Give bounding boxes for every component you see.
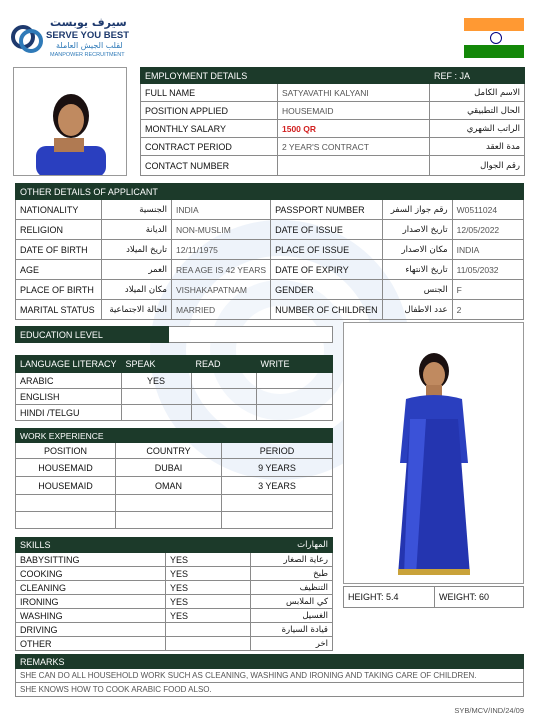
work-col-country: COUNTRY bbox=[116, 443, 222, 459]
ar-place-of-birth: مكان الميلاد bbox=[102, 280, 172, 300]
skill-other-value bbox=[166, 637, 251, 651]
skill-cooking: COOKING bbox=[16, 567, 166, 581]
ar-date-of-issue: تاريخ الاصدار bbox=[382, 220, 452, 240]
label-contact-number: CONTACT NUMBER bbox=[141, 156, 278, 176]
label-passport-number: PASSPORT NUMBER bbox=[271, 200, 383, 220]
work-row-4-period bbox=[222, 512, 333, 529]
education-header: EDUCATION LEVEL bbox=[16, 327, 169, 343]
value-contract-period: 2 YEAR'S CONTRACT bbox=[278, 138, 430, 156]
lang-english: ENGLISH bbox=[16, 389, 122, 405]
employment-header: EMPLOYMENT DETAILS bbox=[141, 68, 430, 84]
logo-mark-icon bbox=[10, 21, 44, 57]
ar-nationality: الجنسية bbox=[102, 200, 172, 220]
applicant-photo-small bbox=[13, 67, 127, 176]
skill-babysitting: BABYSITTING bbox=[16, 553, 166, 567]
company-logo bbox=[10, 16, 145, 61]
value-religion: NON-MUSLIM bbox=[172, 220, 271, 240]
other-details-table bbox=[15, 183, 524, 320]
skill-other-ar: اخر bbox=[251, 637, 333, 651]
skill-cooking-value: YES bbox=[166, 567, 251, 581]
lang-english-write bbox=[256, 389, 332, 405]
lang-col-speak: SPEAK bbox=[121, 356, 191, 373]
skill-cleaning: CLEANING bbox=[16, 581, 166, 595]
lang-hindi-read bbox=[191, 405, 256, 421]
skill-washing-ar: الغسيل bbox=[251, 609, 333, 623]
ar-position-applied: الحال التطبيقي bbox=[430, 102, 525, 120]
work-col-period: PERIOD bbox=[222, 443, 333, 459]
ar-place-of-issue: مكان الاصدار bbox=[382, 240, 452, 260]
work-row-4-country bbox=[116, 512, 222, 529]
value-position-applied: HOUSEMAID bbox=[278, 102, 430, 120]
lang-hindi-telugu: HINDI /TELGU bbox=[16, 405, 122, 421]
skills-table bbox=[15, 537, 333, 651]
work-row-2-position: HOUSEMAID bbox=[16, 477, 116, 495]
value-marital-status: MARRIED bbox=[172, 300, 271, 320]
label-full-name: FULL NAME bbox=[141, 84, 278, 102]
value-age: REA AGE IS 42 YEARS bbox=[172, 260, 271, 280]
label-marital-status: MARITAL STATUS bbox=[16, 300, 102, 320]
label-nationality: NATIONALITY bbox=[16, 200, 102, 220]
lang-hindi-write bbox=[256, 405, 332, 421]
remarks-line-2: SHE KNOWS HOW TO COOK ARABIC FOOD ALSO. bbox=[16, 683, 524, 697]
logo-name: SERVE YOU BEST bbox=[46, 30, 130, 41]
ar-gender: الجنس bbox=[382, 280, 452, 300]
work-row-2-period: 3 YEARS bbox=[222, 477, 333, 495]
label-gender: GENDER bbox=[271, 280, 383, 300]
skill-ironing: IRONING bbox=[16, 595, 166, 609]
lang-english-speak bbox=[121, 389, 191, 405]
label-date-of-expiry: DATE OF EXPIRY bbox=[271, 260, 383, 280]
value-place-of-issue: INDIA bbox=[452, 240, 523, 260]
work-experience-header: WORK EXPERIENCE bbox=[16, 429, 333, 443]
work-experience-table bbox=[15, 428, 333, 529]
value-date-of-expiry: 11/05/2032 bbox=[452, 260, 523, 280]
label-contract-period: CONTRACT PERIOD bbox=[141, 138, 278, 156]
language-table bbox=[15, 355, 333, 421]
footer-code: SYB/MCV/IND/24/09 bbox=[454, 706, 524, 715]
ar-contract-period: مدة العقد bbox=[430, 138, 525, 156]
height-value: HEIGHT: 5.4 bbox=[344, 587, 435, 608]
employment-details-table bbox=[140, 67, 525, 176]
ar-date-of-birth: تاريخ الميلاد bbox=[102, 240, 172, 260]
ar-age: العمر bbox=[102, 260, 172, 280]
label-monthly-salary: MONTHLY SALARY bbox=[141, 120, 278, 138]
remarks-table bbox=[15, 654, 524, 697]
ar-marital-status: الحالة الاجتماعية bbox=[102, 300, 172, 320]
measurements-table bbox=[343, 586, 524, 608]
value-full-name: SATYAVATHI KALYANI bbox=[278, 84, 430, 102]
ar-religion: الديانة bbox=[102, 220, 172, 240]
value-place-of-birth: VISHAKAPATNAM bbox=[172, 280, 271, 300]
label-number-of-children: NUMBER OF CHILDREN bbox=[271, 300, 383, 320]
lang-hindi-speak bbox=[121, 405, 191, 421]
ar-contact-number: رقم الجوال bbox=[430, 156, 525, 176]
ref-label: REF : JA bbox=[430, 68, 525, 84]
skill-cleaning-value: YES bbox=[166, 581, 251, 595]
ashoka-chakra-icon bbox=[490, 32, 502, 44]
skill-driving: DRIVING bbox=[16, 623, 166, 637]
label-place-of-birth: PLACE OF BIRTH bbox=[16, 280, 102, 300]
work-col-position: POSITION bbox=[16, 443, 116, 459]
skill-babysitting-value: YES bbox=[166, 553, 251, 567]
value-nationality: INDIA bbox=[172, 200, 271, 220]
skill-cooking-ar: طبخ bbox=[251, 567, 333, 581]
lang-col-write: WRITE bbox=[256, 356, 332, 373]
work-row-4-position bbox=[16, 512, 116, 529]
value-date-of-birth: 12/11/1975 bbox=[172, 240, 271, 260]
work-row-3-period bbox=[222, 495, 333, 512]
value-date-of-issue: 12/05/2022 bbox=[452, 220, 523, 240]
work-row-2-country: OMAN bbox=[116, 477, 222, 495]
value-monthly-salary: 1500 QR bbox=[278, 120, 430, 138]
ar-monthly-salary: الراتب الشهري bbox=[430, 120, 525, 138]
lang-arabic-speak: YES bbox=[121, 373, 191, 389]
label-date-of-birth: DATE OF BIRTH bbox=[16, 240, 102, 260]
label-place-of-issue: PLACE OF ISSUE bbox=[271, 240, 383, 260]
ar-full-name: الاسم الكامل bbox=[430, 84, 525, 102]
other-details-header: OTHER DETAILS OF APPLICANT bbox=[16, 184, 271, 200]
value-contact-number bbox=[278, 156, 430, 176]
work-row-1-period: 9 YEARS bbox=[222, 459, 333, 477]
work-row-3-position bbox=[16, 495, 116, 512]
skill-cleaning-ar: التنظيف bbox=[251, 581, 333, 595]
logo-arabic: سيرف يوبست bbox=[50, 16, 127, 29]
value-number-of-children: 2 bbox=[452, 300, 523, 320]
remarks-line-1: SHE CAN DO ALL HOUSEHOLD WORK SUCH AS CLEANING, WASHING AND IRONING AND TAKING CARE OF CHILDREN. bbox=[16, 669, 524, 683]
logo-arabic-sub: لقلب الجيش العاملة bbox=[56, 41, 123, 50]
applicant-photo-full bbox=[343, 322, 524, 584]
skill-washing-value: YES bbox=[166, 609, 251, 623]
logo-subtitle: MANPOWER RECRUITMENT bbox=[50, 52, 125, 58]
skill-washing: WASHING bbox=[16, 609, 166, 623]
weight-value: WEIGHT: 60 bbox=[435, 587, 524, 608]
skill-babysitting-ar: رعاية الصغار bbox=[251, 553, 333, 567]
label-age: AGE bbox=[16, 260, 102, 280]
ar-date-of-expiry: تاريخ الانتهاء bbox=[382, 260, 452, 280]
lang-arabic-read bbox=[191, 373, 256, 389]
value-gender: F bbox=[452, 280, 523, 300]
india-flag bbox=[464, 18, 524, 58]
lang-col-read: READ bbox=[191, 356, 256, 373]
skill-ironing-ar: كي الملابس bbox=[251, 595, 333, 609]
skill-other: OTHER bbox=[16, 637, 166, 651]
education-level-table bbox=[15, 326, 333, 343]
lang-arabic-write bbox=[256, 373, 332, 389]
work-row-1-country: DUBAI bbox=[116, 459, 222, 477]
label-religion: RELIGION bbox=[16, 220, 102, 240]
label-position-applied: POSITION APPLIED bbox=[141, 102, 278, 120]
skill-ironing-value: YES bbox=[166, 595, 251, 609]
work-row-1-position: HOUSEMAID bbox=[16, 459, 116, 477]
skill-driving-ar: قيادة السيارة bbox=[251, 623, 333, 637]
lang-english-read bbox=[191, 389, 256, 405]
skills-header: SKILLS bbox=[16, 538, 251, 553]
ar-passport-number: رقم جواز السفر bbox=[382, 200, 452, 220]
label-date-of-issue: DATE OF ISSUE bbox=[271, 220, 383, 240]
work-row-3-country bbox=[116, 495, 222, 512]
skills-header-ar: المهارات bbox=[251, 538, 333, 553]
lang-col-literacy: LANGUAGE LITERACY bbox=[16, 356, 122, 373]
remarks-header: REMARKS bbox=[16, 655, 524, 669]
value-passport-number: W0511024 bbox=[452, 200, 523, 220]
skill-driving-value bbox=[166, 623, 251, 637]
lang-arabic: ARABIC bbox=[16, 373, 122, 389]
ar-number-of-children: عدد الاطفال bbox=[382, 300, 452, 320]
